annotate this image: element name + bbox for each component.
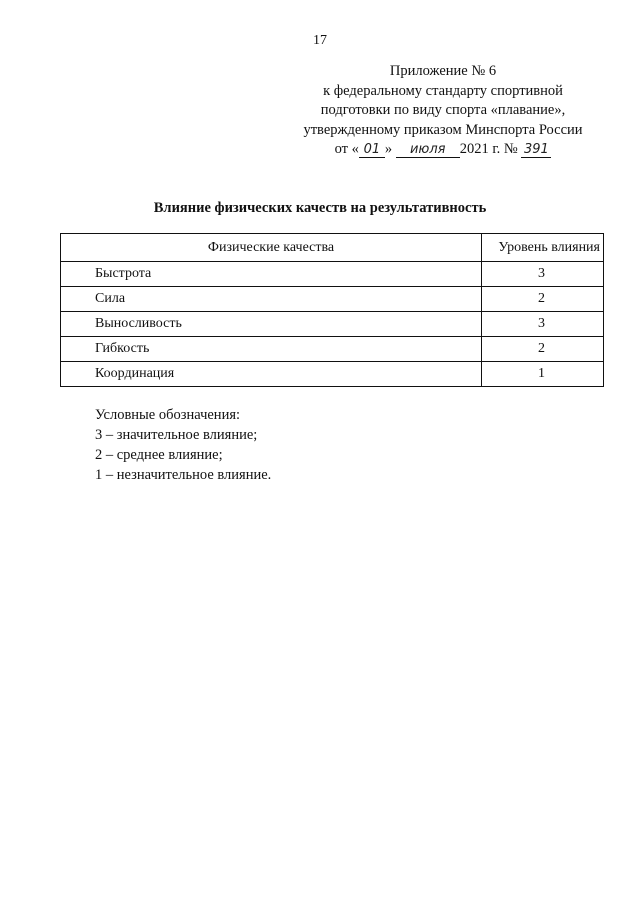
- handwritten-day: 01: [359, 142, 385, 158]
- legend-item: 1 – незначительное влияние.: [95, 467, 272, 483]
- legend: [95, 405, 271, 485]
- influence-level: 2: [482, 287, 604, 312]
- appendix-line-4: утвержденному приказом Минспорта России: [303, 121, 583, 138]
- header-influence-level: Уровень влияния: [482, 234, 604, 262]
- date-year: 2021 г. №: [459, 141, 522, 157]
- influence-level: 3: [482, 312, 604, 337]
- header-physical-qualities: Физические качества: [61, 234, 482, 262]
- physical-qualities-table: [60, 233, 604, 387]
- quality-name: Выносливость: [61, 312, 482, 337]
- appendix-line-2: к федеральному стандарту спортивной: [323, 82, 563, 99]
- appendix-title: Приложение № 6: [389, 63, 497, 79]
- quality-name: Сила: [61, 287, 482, 312]
- legend-item: 3 – значительное влияние;: [95, 427, 258, 443]
- table-row: [61, 337, 604, 362]
- date-prefix: от «: [334, 141, 359, 157]
- legend-item: 2 – среднее влияние;: [95, 447, 223, 463]
- table-row: [61, 312, 604, 337]
- table-row: [61, 262, 604, 287]
- quality-name: Гибкость: [61, 337, 482, 362]
- date-separator: »: [384, 141, 396, 157]
- legend-heading: Условные обозначения:: [95, 407, 241, 423]
- table-row: [61, 287, 604, 312]
- appendix-date-line: [298, 140, 588, 160]
- handwritten-month: июля: [396, 142, 460, 158]
- appendix-line-3: подготовки по виду спорта «плавание»,: [320, 102, 566, 118]
- influence-level: 2: [482, 337, 604, 362]
- table-header-row: [61, 234, 604, 262]
- table-row: [61, 362, 604, 387]
- influence-level: 3: [482, 262, 604, 287]
- quality-name: Координация: [61, 362, 482, 387]
- influence-level: 1: [482, 362, 604, 387]
- appendix-header: [298, 62, 588, 160]
- page-number: 17: [313, 33, 327, 48]
- handwritten-order-number: 391: [521, 142, 551, 158]
- document-title: Влияние физических качеств на результативность: [153, 200, 487, 216]
- quality-name: Быстрота: [61, 262, 482, 287]
